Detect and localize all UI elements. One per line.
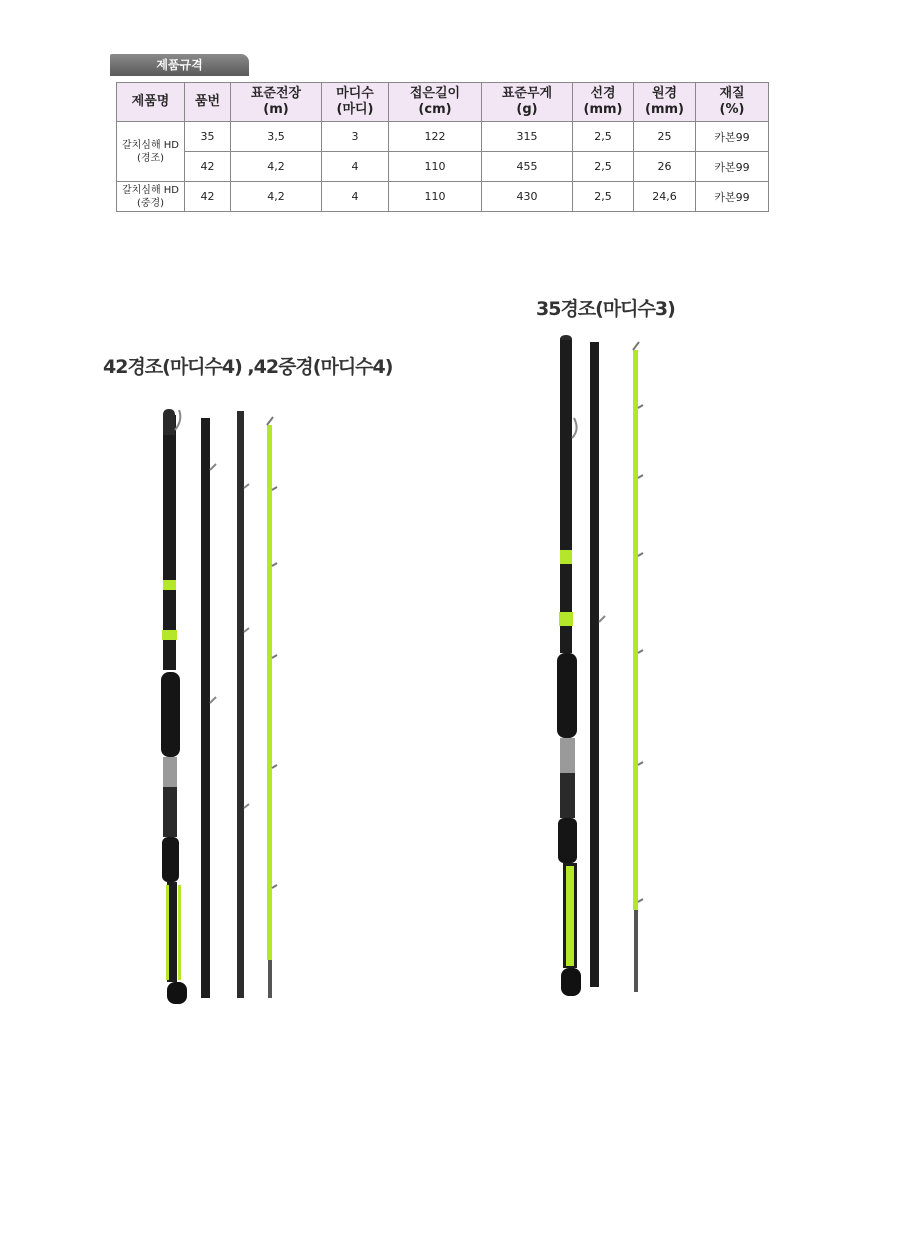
header-material: 재질 (%) <box>696 83 769 122</box>
table-cell: 42 <box>185 182 231 212</box>
table-cell: 4,2 <box>231 152 322 182</box>
header-closed-length: 접은길이 (cm) <box>389 83 482 122</box>
product-name-cell: 갈치심해 HD (중경) <box>117 182 185 212</box>
table-cell: 25 <box>634 122 696 152</box>
caption-42-rods: 42경조(마디수4) ,42중경(마디수4) <box>103 356 393 378</box>
header-product-name: 제품명 <box>117 83 185 122</box>
table-cell: 2,5 <box>573 122 634 152</box>
table-cell: 42 <box>185 152 231 182</box>
rod-42-section-3 <box>237 411 249 998</box>
table-cell: 2,5 <box>573 182 634 212</box>
product-name-cell: 갈치심해 HD (경조) <box>117 122 185 182</box>
table-cell: 카본99 <box>696 152 769 182</box>
table-cell: 2,5 <box>573 152 634 182</box>
header-tip-diameter: 선경 (mm) <box>573 83 634 122</box>
table-cell: 110 <box>389 152 482 182</box>
caption-35-rod: 35경조(마디수3) <box>536 298 675 320</box>
header-sections: 마디수 (마디) <box>322 83 389 122</box>
table-cell: 430 <box>482 182 573 212</box>
rod-42-section-2 <box>201 418 216 998</box>
header-standard-weight: 표준무게 (g) <box>482 83 573 122</box>
table-cell: 24,6 <box>634 182 696 212</box>
header-butt-diameter: 원경 (mm) <box>634 83 696 122</box>
table-cell: 카본99 <box>696 182 769 212</box>
table-cell: 4,2 <box>231 182 322 212</box>
section-tab-product-spec: 제품규격 <box>110 54 249 76</box>
rod-42-butt-section <box>161 409 187 1004</box>
rod-35-butt-section <box>557 335 581 996</box>
table-cell: 122 <box>389 122 482 152</box>
table-cell: 3,5 <box>231 122 322 152</box>
rod-42-tip-section <box>267 417 277 998</box>
table-cell: 26 <box>634 152 696 182</box>
table-cell: 35 <box>185 122 231 152</box>
rod-35-tip-section <box>633 342 643 992</box>
table-cell: 카본99 <box>696 122 769 152</box>
header-item-number: 품번 <box>185 83 231 122</box>
table-cell: 3 <box>322 122 389 152</box>
table-cell: 110 <box>389 182 482 212</box>
table-cell: 4 <box>322 182 389 212</box>
table-cell: 4 <box>322 152 389 182</box>
table-cell: 315 <box>482 122 573 152</box>
table-cell: 455 <box>482 152 573 182</box>
rod-35-section-2 <box>590 342 605 987</box>
header-standard-length: 표준전장 (m) <box>231 83 322 122</box>
